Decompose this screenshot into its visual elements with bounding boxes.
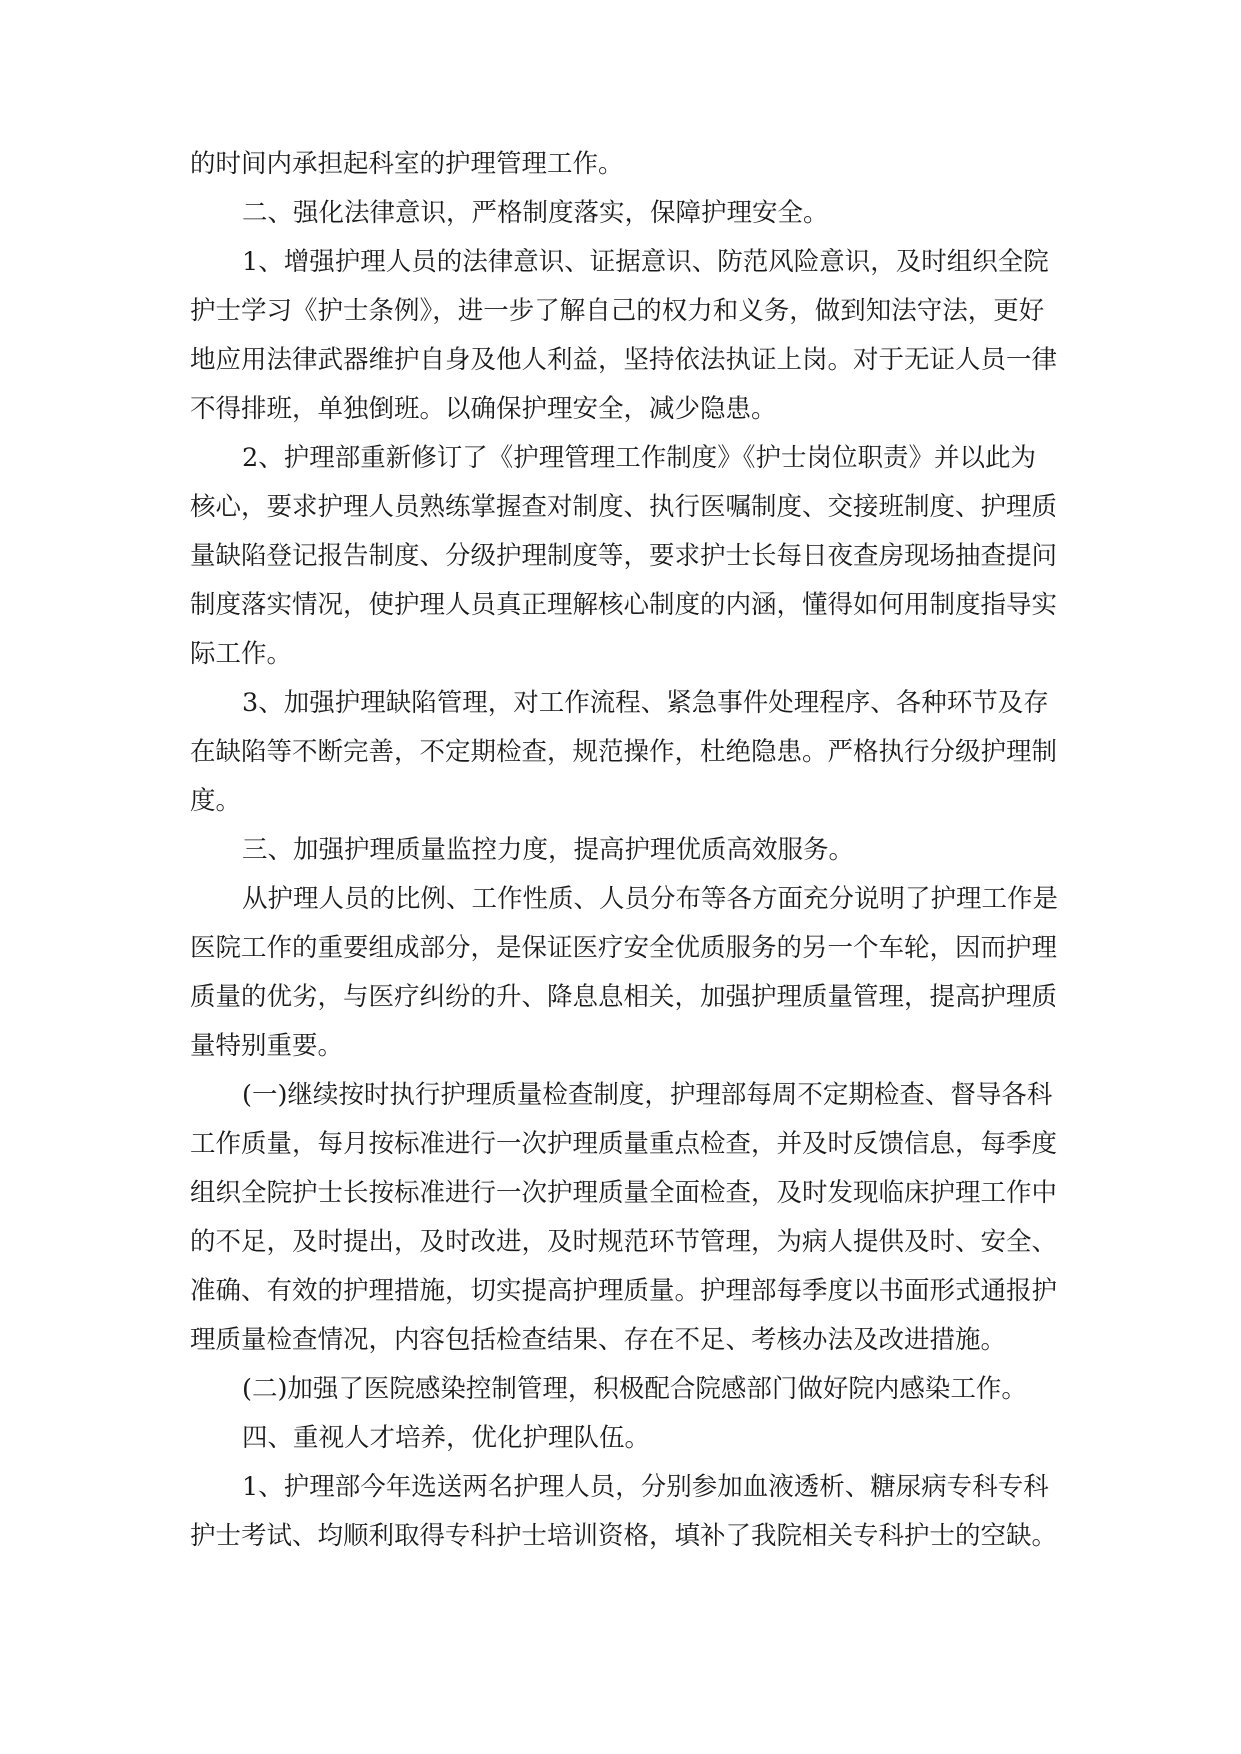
paragraph-4-1: 1、护理部今年选送两名护理人员，分别参加血液透析、糖尿病专科专科护士考试、均顺利取得专科护士培训资格，填补了我院相关专科护士的空缺。: [190, 1472, 1058, 1551]
paragraph-2-1: 1、增强护理人员的法律意识、证据意识、防范风险意识，及时组织全院护士学习《护士条例》，进一步了解自己的权力和义务，做到知法守法，更好地应用法律武器维护自身及他人利益，坚持依法执证上岗。对于无证人员一律不得排班，单独倒班。以确保护理安全，减少隐患。: [190, 247, 1058, 424]
section-heading-4: 四、重视人才培养，优化护理队伍。: [242, 1423, 651, 1453]
paragraph-3-1: (一)继续按时执行护理质量检查制度，护理部每周不定期检查、督导各科工作质量，每月按标准进行一次护理质量重点检查，并及时反馈信息，每季度组织全院护士长按标准进行一次护理质量全面检查，及时发现临床护理工作中的不足，及时提出，及时改进，及时规范环节管理，为病人提供及时、安全、准确、有效的护理措施，切实提高护理质量。护理部每季度以书面形式通报护理质量检查情况，内容包括检查结果、存在不足、考核办法及改进措施。: [190, 1080, 1058, 1355]
paragraph-3-2: (二)加强了医院感染控制管理，积极配合院感部门做好院内感染工作。: [242, 1374, 1027, 1404]
paragraph-2-3: 3、加强护理缺陷管理，对工作流程、紧急事件处理程序、各种环节及存在缺陷等不断完善，不定期检查，规范操作，杜绝隐患。严格执行分级护理制度。: [190, 688, 1058, 816]
section-heading-2: 二、强化法律意识，严格制度落实，保障护理安全。: [242, 198, 829, 228]
section-heading-3: 三、加强护理质量监控力度，提高护理优质高效服务。: [242, 835, 855, 865]
paragraph-3-intro: 从护理人员的比例、工作性质、人员分布等各方面充分说明了护理工作是医院工作的重要组成部分，是保证医疗安全优质服务的另一个车轮，因而护理质量的优劣，与医疗纠纷的升、降息息相关，加强护理质量管理，提高护理质量特别重要。: [190, 884, 1059, 1061]
paragraph-continuation: 的时间内承担起科室的护理管理工作。: [190, 149, 624, 179]
document-page: [190, 140, 1058, 1561]
paragraph-2-2: 2、护理部重新修订了《护理管理工作制度》《护士岗位职责》并以此为核心，要求护理人员熟练掌握查对制度、执行医嘱制度、交接班制度、护理质量缺陷登记报告制度、分级护理制度等，要求护士长每日夜查房现场抽查提问制度落实情况，使护理人员真正理解核心制度的内涵，懂得如何用制度指导实际工作。: [190, 443, 1058, 669]
